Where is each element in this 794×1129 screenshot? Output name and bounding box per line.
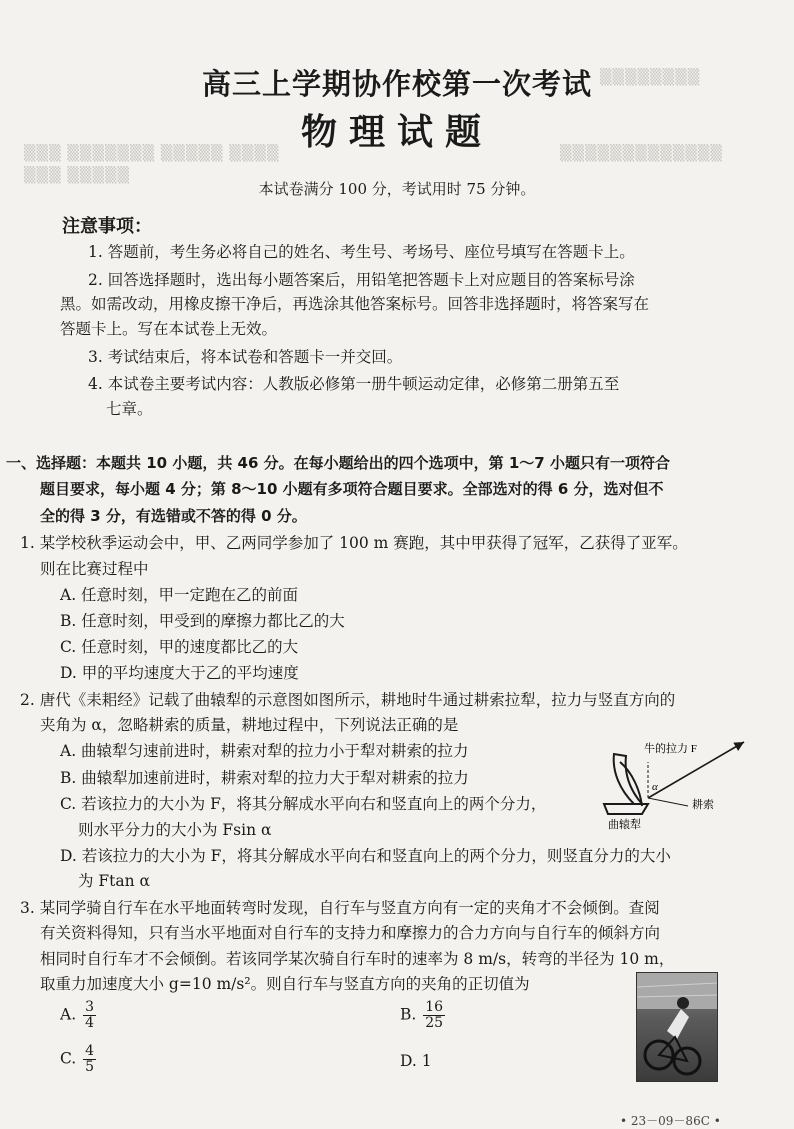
bleed-through-text: ▒▒▒ ▒▒▒▒▒ (24, 166, 131, 184)
angle-label: α (652, 781, 658, 793)
numerator: 3 (85, 999, 94, 1015)
denominator: 5 (85, 1059, 95, 1075)
q2-option-c: 则水平分力的大小为 Fsin α (78, 821, 272, 839)
q2-option-c: C. 若该拉力的大小为 F，将其分解成水平向右和竖直向上的两个分力， (60, 795, 547, 813)
q1-option-c: C. 任意时刻，甲的速度都比乙的大 (60, 638, 299, 656)
subject-title: 物理试题 (300, 112, 493, 153)
option-value: 1 (421, 1052, 432, 1070)
notice-line: 答题卡上。写在本试卷上无效。 (60, 320, 278, 338)
option-letter: C. (60, 1049, 77, 1068)
exam-title: 高三上学期协作校第一次考试 (201, 67, 592, 101)
q3-option-b (400, 1000, 445, 1031)
question-3-stem: 取重力加速度大小 g=10 m/s²。则自行车与竖直方向的夹角的正切值为 (40, 975, 530, 993)
q2-option-b: B. 曲辕犁加速前进时，耕索对犁的拉力大于犁对耕索的拉力 (60, 769, 469, 787)
question-2-stem: 2. 唐代《耒耜经》记载了曲辕犁的示意图如图所示，耕地时牛通过耕索拉犁，拉力与竖直方向的 (20, 691, 676, 709)
bleed-through-text: ▒▒▒▒▒▒▒▒▒▒▒▒▒ (560, 144, 723, 162)
force-label: 牛的拉力 F (644, 743, 697, 755)
cyclist-photo (636, 972, 718, 1082)
bleed-through-text: ▒▒▒▒▒▒▒▒ (600, 68, 701, 86)
fraction (83, 1000, 96, 1031)
q3-option-c (60, 1044, 96, 1075)
numerator: 4 (85, 1043, 95, 1059)
question-3-stem: 3. 某同学骑自行车在水平地面转弯时发现，自行车与竖直方向有一定的夹角才不会倾倒。查阅 (20, 899, 660, 917)
denominator: 25 (425, 1015, 444, 1031)
question-1-stem: 1. 某学校秋季运动会中，甲、乙两同学参加了 100 m 赛跑，其中甲获得了冠军，乙获得了亚军。 (20, 534, 688, 552)
plow-label: 曲辕犁 (608, 819, 641, 831)
q3-option-a (60, 1000, 96, 1031)
rope-pointer (648, 798, 688, 806)
q1-option-a: A. 任意时刻，甲一定跑在乙的前面 (60, 586, 299, 604)
question-2-stem: 夹角为 α，忽略耕索的质量，耕地过程中，下列说法正确的是 (40, 716, 459, 734)
fraction (423, 1000, 445, 1031)
bleed-through-text: ▒▒▒ ▒▒▒▒▒▒▒ ▒▒▒▒▒ ▒▒▒▒ (24, 144, 280, 162)
section-intro: 一、选择题：本题共 10 小题，共 46 分。在每小题给出的四个选项中，第 1～7 小题只有一项符合 (6, 454, 670, 472)
notice-line: 黑。如需改动，用橡皮擦干净后，再选涂其他答案标号。回答非选择题时，将答案写在 (60, 295, 650, 313)
option-letter: A. (60, 1005, 77, 1024)
notice-line: 七章。 (106, 400, 153, 418)
notice-heading: 注意事项： (62, 216, 152, 237)
question-3-stem: 有关资料得知，只有当水平地面对自行车的支持力和摩擦力的合力方向与自行车的倾斜方向 (40, 924, 661, 942)
q3-option-d (400, 1052, 432, 1070)
cyclist-illustration (637, 973, 717, 1081)
q2-option-d: 为 Ftan α (78, 872, 151, 890)
section-intro: 题目要求，每小题 4 分；第 8～10 小题有多项符合题目要求。全部选对的得 6 分，选对但不 (40, 480, 664, 498)
notice-line: 3. 考试结束后，将本试卷和答题卡一并交回。 (88, 348, 403, 366)
plow-svg (596, 732, 756, 832)
option-letter: B. (400, 1005, 417, 1024)
q1-option-b: B. 任意时刻，甲受到的摩擦力都比乙的大 (60, 612, 345, 630)
option-letter: D. (400, 1052, 417, 1070)
section-intro: 全的得 3 分，有选错或不答的得 0 分。 (40, 507, 307, 525)
numerator: 16 (425, 999, 444, 1015)
notice-line: 4. 本试卷主要考试内容：人教版必修第一册牛顿运动定律，必修第二册第五至 (88, 375, 620, 393)
q2-option-a: A. 曲辕犁匀速前进时，耕索对犁的拉力小于犁对耕索的拉力 (60, 742, 469, 760)
exam-info: 本试卷满分 100 分，考试用时 75 分钟。 (258, 180, 536, 198)
q1-option-d: D. 甲的平均速度大于乙的平均速度 (60, 664, 299, 682)
question-3-stem: 相同时自行车才不会倾倒。若该同学某次骑自行车时的速率为 8 m/s，转弯的半径为 10 m， (40, 950, 675, 968)
notice-line: 2. 回答选择题时，选出每小题答案后，用铅笔把答题卡上对应题目的答案标号涂 (88, 271, 635, 289)
plow-diagram (596, 732, 756, 832)
denominator: 4 (85, 1015, 94, 1031)
plow-handle (614, 754, 642, 804)
fraction (83, 1044, 96, 1075)
rope-label: 耕索 (692, 799, 714, 811)
notice-line: 1. 答题前，考生务必将自己的姓名、考生号、考场号、座位号填写在答题卡上。 (88, 243, 635, 261)
q2-option-d: D. 若该拉力的大小为 F，将其分解成水平向右和竖直向上的两个分力，则竖直分力的大小 (60, 847, 671, 865)
page-code: • 23－09－86C • (620, 1114, 721, 1128)
question-1-stem: 则在比赛过程中 (40, 560, 149, 578)
